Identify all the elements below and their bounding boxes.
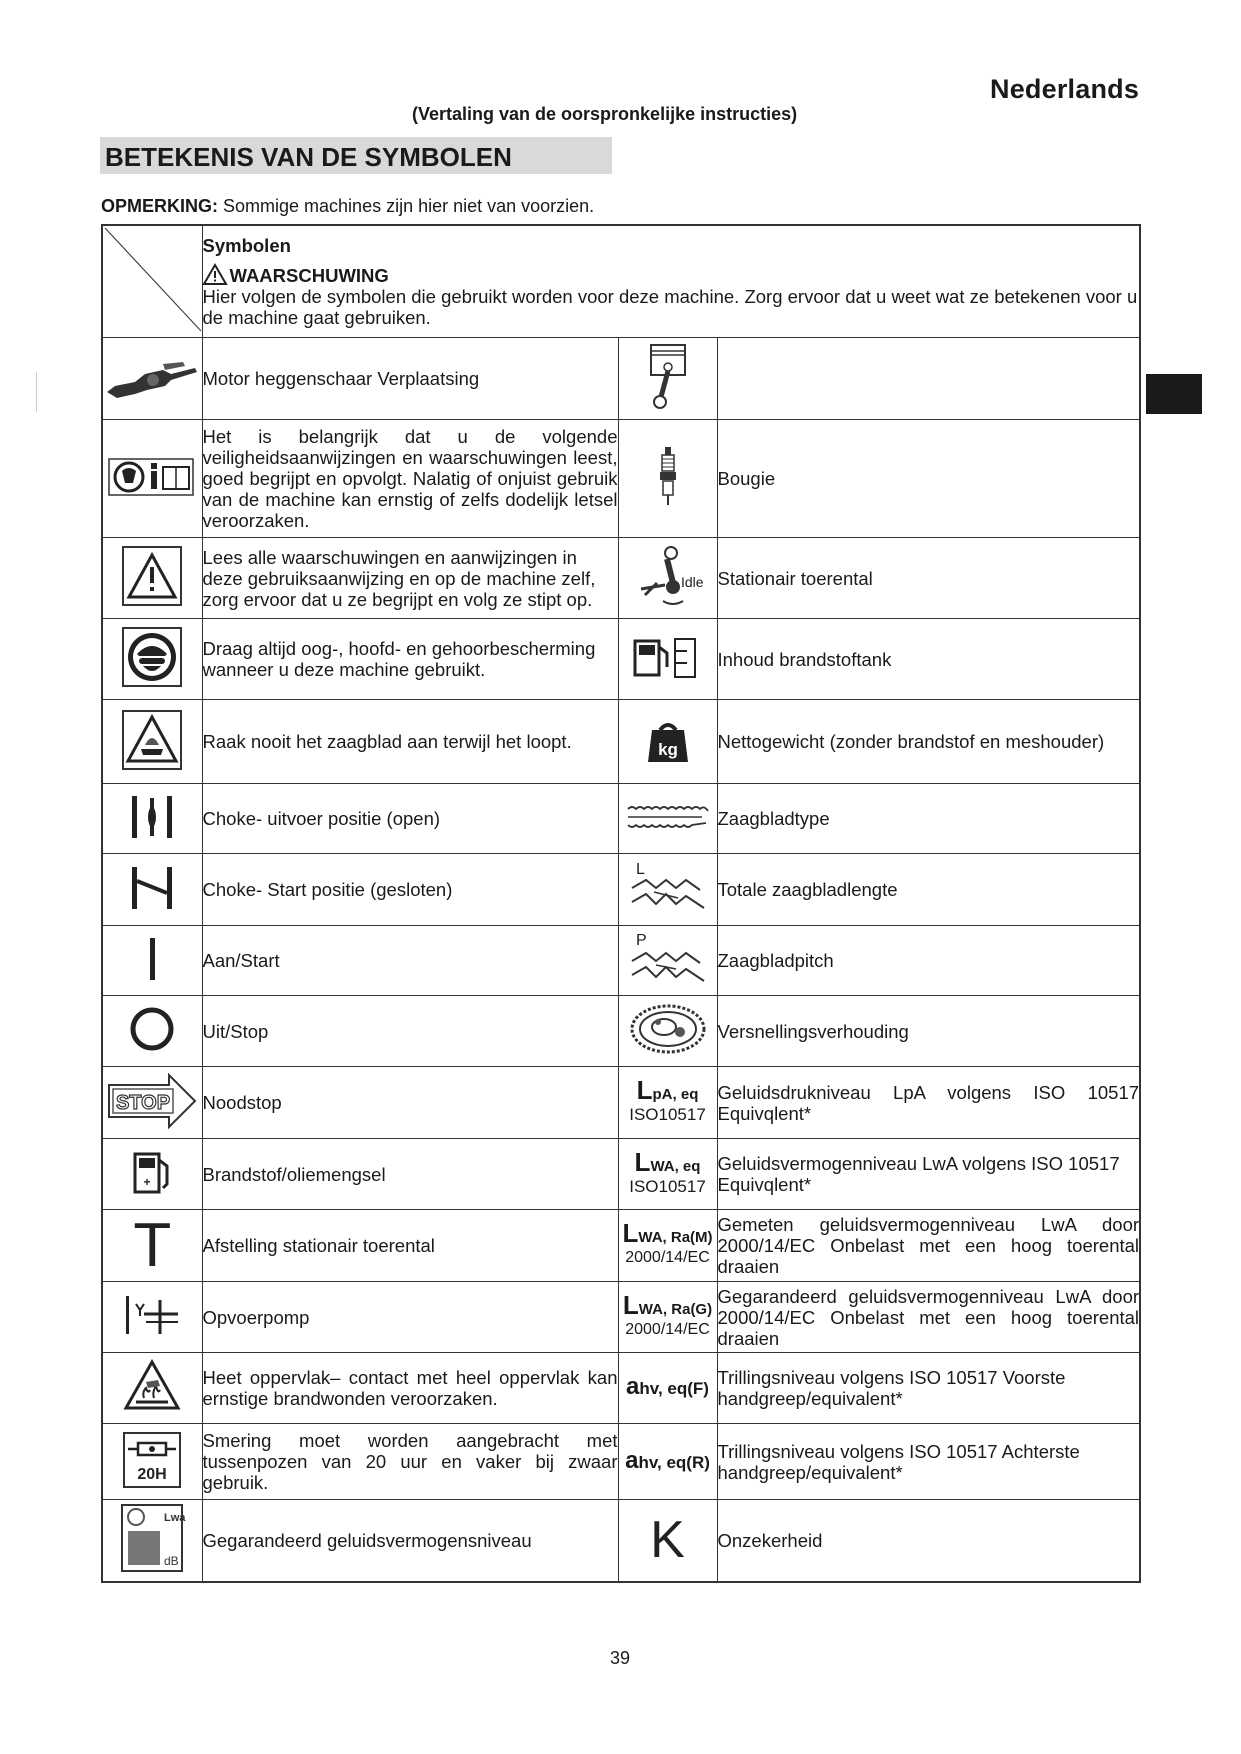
table-row bbox=[102, 926, 1140, 996]
symbol-cell bbox=[102, 538, 202, 619]
description-cell: Heet oppervlak– contact met heel oppervlak kan ernstige brandwonden veroorzaken. bbox=[202, 1353, 618, 1424]
guaranteed-sound-power-code bbox=[622, 1289, 713, 1340]
description-cell: Gegarandeerd geluidsvermogensniveau bbox=[202, 1500, 618, 1582]
table-row bbox=[102, 619, 1140, 700]
description-cell: Geluidsvermogenniveau LwA volgens ISO 10517 Equivqlent* bbox=[717, 1139, 1140, 1210]
table-row bbox=[102, 1139, 1140, 1210]
kg-icon-label: kg bbox=[657, 739, 678, 759]
symbol-cell bbox=[618, 538, 717, 619]
description-cell: Noodstop bbox=[202, 1067, 618, 1139]
measured-sound-power-code bbox=[622, 1218, 713, 1268]
description-cell: Lees alle waarschuwingen en aanwijzingen in deze gebruiksaanwijzing en op de machine zelf, zorg ervoor dat u ze begrijpt en volg ze stipt op. bbox=[202, 538, 618, 619]
description-cell: Trillingsniveau volgens ISO 10517 Achterste handgreep/equivalent* bbox=[717, 1424, 1140, 1500]
description-cell: Draag altijd oog-, hoofd- en gehoorbescherming wanneer u deze machine gebruikt. bbox=[202, 619, 618, 700]
symbol-cell bbox=[618, 1353, 717, 1424]
description-cell: Afstelling stationair toerental bbox=[202, 1210, 618, 1282]
table-row bbox=[102, 1210, 1140, 1282]
warning-heading bbox=[203, 264, 1140, 286]
fuel-tank-capacity-icon bbox=[631, 635, 705, 679]
code-main: L bbox=[636, 1075, 653, 1105]
symbol-cell bbox=[102, 1210, 202, 1282]
code-main: L bbox=[634, 1146, 651, 1177]
margin-line bbox=[36, 372, 37, 412]
table-row bbox=[102, 1282, 1140, 1353]
table-row bbox=[102, 1424, 1140, 1500]
symbol-cell bbox=[102, 784, 202, 854]
symbol-cell bbox=[618, 1500, 717, 1582]
hot-surface-icon bbox=[122, 1358, 182, 1414]
table-row bbox=[102, 784, 1140, 854]
lwa-label: Lwa bbox=[164, 1512, 186, 1525]
idle-adjust-icon: T bbox=[133, 1210, 172, 1280]
symbol-cell bbox=[102, 1067, 202, 1139]
description-cell: Bougie bbox=[717, 420, 1140, 538]
symbol-cell bbox=[102, 1424, 202, 1500]
symbol-cell bbox=[102, 420, 202, 538]
table-row bbox=[102, 1067, 1140, 1139]
blade-length-label: L bbox=[635, 860, 645, 878]
description-cell: Zaagbladtype bbox=[717, 784, 1140, 854]
description-cell: Zaagbladpitch bbox=[717, 926, 1140, 996]
blade-hand-warning-icon bbox=[121, 709, 183, 771]
diagonal-corner-cell bbox=[102, 225, 202, 338]
description-cell: Stationair toerental bbox=[717, 538, 1140, 619]
idle-icon-label: Idle bbox=[680, 574, 704, 590]
symbol-cell bbox=[102, 700, 202, 784]
svg-text:+: + bbox=[143, 1175, 151, 1189]
description-cell: Uit/Stop bbox=[202, 996, 618, 1067]
code-main: a bbox=[626, 1373, 640, 1400]
fuel-oil-mix-icon bbox=[129, 1146, 175, 1198]
symbol-cell bbox=[618, 854, 717, 926]
sound-power-code bbox=[629, 1146, 706, 1197]
table-row bbox=[102, 996, 1140, 1067]
description-cell: Het is belangrijk dat u de volgende veiligheidsaanwijzingen en waarschuwingen leest, goed begrijpt en opvolgt. Nalatig of onjuist gebruik van de machine kan ernstig of zelfs dodelijk letsel veroorzaken. bbox=[202, 420, 618, 538]
symbol-cell bbox=[618, 784, 717, 854]
code-sub: pA, eq bbox=[652, 1086, 699, 1103]
symbol-cell bbox=[102, 854, 202, 926]
vibration-front-code bbox=[626, 1373, 709, 1400]
code-sub: WA, eq bbox=[650, 1157, 701, 1175]
blade-pitch-label: P bbox=[635, 931, 647, 949]
warning-label: WAARSCHUWING bbox=[229, 265, 389, 286]
table-row bbox=[102, 338, 1140, 420]
subtitle: (Vertaling van de oorspronkelijke instructies) bbox=[412, 104, 798, 124]
table-row bbox=[102, 1500, 1140, 1582]
description-cell: Onzekerheid bbox=[717, 1500, 1140, 1582]
code-iso: ISO10517 bbox=[629, 1176, 706, 1196]
code-main: L bbox=[622, 1218, 639, 1248]
description-cell: Smering moet worden aangebracht met tussenpozen van 20 uur en vaker bij zwaar gebruik. bbox=[202, 1424, 618, 1500]
symbol-cell bbox=[102, 926, 202, 996]
symbol-cell bbox=[618, 926, 717, 996]
lubrication-interval-icon bbox=[122, 1431, 182, 1489]
blade-type-icon bbox=[626, 803, 710, 831]
table-row bbox=[102, 1353, 1140, 1424]
section-title: BETEKENIS VAN DE SYMBOLEN bbox=[105, 142, 512, 172]
symbol-cell bbox=[618, 1282, 717, 1353]
code-sub: hv, eq(R) bbox=[638, 1452, 710, 1472]
symbol-cell bbox=[618, 338, 717, 420]
description-cell: Totale zaagbladlengte bbox=[717, 854, 1140, 926]
symbol-cell bbox=[618, 1424, 717, 1500]
language-label: Nederlands bbox=[990, 74, 1140, 104]
code-sub: WA, Ra(G) bbox=[638, 1300, 713, 1318]
section-title-bar bbox=[100, 137, 612, 174]
description-cell: Inhoud brandstoftank bbox=[717, 619, 1140, 700]
symbols-heading: Symbolen bbox=[202, 235, 291, 256]
read-manual-icon bbox=[107, 457, 197, 497]
code-sub: WA, Ra(M) bbox=[638, 1229, 713, 1246]
note-label: OPMERKING: bbox=[101, 196, 218, 216]
emergency-stop-icon bbox=[105, 1071, 199, 1131]
symbol-cell bbox=[618, 619, 717, 700]
table-row bbox=[102, 420, 1140, 538]
description-cell: Trillingsniveau volgens ISO 10517 Voorste handgreep/equivalent* bbox=[717, 1353, 1140, 1424]
chapter-tab-marker bbox=[1146, 374, 1202, 414]
idle-speed-icon bbox=[637, 543, 704, 609]
blade-pitch-icon bbox=[626, 929, 710, 989]
header-description: Hier volgen de symbolen die gebruikt worden voor deze machine. Zorg ervoor dat u weet wat ze betekenen voor u de machine gaat gebruiken. bbox=[202, 286, 1138, 328]
table-row bbox=[102, 700, 1140, 784]
symbol-cell bbox=[102, 1500, 202, 1582]
uncertainty-code: K bbox=[650, 1511, 685, 1570]
diagonal-line-icon bbox=[103, 226, 203, 333]
symbol-cell bbox=[102, 1282, 202, 1353]
choke-open-icon bbox=[126, 792, 178, 842]
description-cell: Opvoerpomp bbox=[202, 1282, 618, 1353]
table-row bbox=[102, 854, 1140, 926]
table-header-cell bbox=[202, 225, 1140, 338]
vibration-rear-code bbox=[625, 1446, 710, 1474]
description-cell: Choke- uitvoer positie (open) bbox=[202, 784, 618, 854]
description-cell: Choke- Start positie (gesloten) bbox=[202, 854, 618, 926]
note-text: Sommige machines zijn hier niet van voorzien. bbox=[223, 196, 595, 216]
description-cell: Versnellingsverhouding bbox=[717, 996, 1140, 1067]
symbol-cell bbox=[102, 996, 202, 1067]
symbol-cell bbox=[618, 996, 717, 1067]
protection-gear-icon bbox=[121, 626, 183, 688]
symbol-cell bbox=[618, 420, 717, 538]
description-cell: Brandstof/oliemengsel bbox=[202, 1139, 618, 1210]
gear-ratio-icon bbox=[628, 1002, 708, 1056]
description-cell: Geluidsdrukniveau LpA volgens ISO 10517 Equivqlent* bbox=[717, 1067, 1140, 1139]
code-main: L bbox=[622, 1289, 639, 1320]
symbol-cell bbox=[102, 619, 202, 700]
warning-triangle-icon bbox=[203, 264, 227, 285]
description-cell: Nettogewicht (zonder brandstof en meshouder) bbox=[717, 700, 1140, 784]
code-main: a bbox=[625, 1446, 639, 1474]
off-stop-icon bbox=[126, 1003, 178, 1055]
note bbox=[101, 196, 594, 217]
piston-displacement-icon bbox=[643, 341, 693, 413]
code-iso: 2000/14/EC bbox=[625, 1249, 710, 1266]
description-cell: Motor heggenschaar Verplaatsing bbox=[202, 338, 618, 420]
on-start-icon bbox=[126, 934, 178, 984]
guaranteed-sound-level-icon bbox=[120, 1503, 184, 1573]
description-cell: Gemeten geluidsvermogenniveau LwA door 2000/14/EC Onbelast met een hoog toerental draaien bbox=[717, 1210, 1140, 1282]
read-warnings-icon bbox=[121, 545, 183, 607]
symbol-cell bbox=[102, 1353, 202, 1424]
choke-closed-icon bbox=[126, 863, 178, 913]
table-row bbox=[102, 538, 1140, 619]
spark-plug-icon bbox=[657, 445, 679, 509]
symbol-cell bbox=[102, 1139, 202, 1210]
table-header-row bbox=[102, 225, 1140, 338]
symbol-cell bbox=[618, 1139, 717, 1210]
net-weight-icon bbox=[646, 716, 690, 764]
description-cell: Aan/Start bbox=[202, 926, 618, 996]
page-number: 39 bbox=[610, 1648, 631, 1668]
symbols-table bbox=[101, 224, 1141, 1583]
symbol-cell bbox=[618, 700, 717, 784]
code-iso: 2000/14/EC bbox=[625, 1320, 710, 1338]
db-label: dB bbox=[164, 1554, 179, 1569]
blade-length-icon bbox=[626, 858, 710, 918]
primer-pump-icon bbox=[122, 1290, 182, 1340]
symbol-cell bbox=[618, 1067, 717, 1139]
symbol-cell bbox=[618, 1210, 717, 1282]
code-iso: ISO10517 bbox=[629, 1105, 706, 1124]
description-cell: Gegarandeerd geluidsvermogenniveau LwA door 2000/14/EC Onbelast met een hoog toerental draaien bbox=[717, 1282, 1140, 1353]
stop-icon-label: STOP bbox=[116, 1091, 171, 1114]
description-cell bbox=[717, 338, 1140, 420]
symbol-cell bbox=[102, 338, 202, 420]
description-cell: Raak nooit het zaagblad aan terwijl het loopt. bbox=[202, 700, 618, 784]
code-sub: hv, eq(F) bbox=[639, 1379, 709, 1398]
lubrication-label: 20H bbox=[137, 1465, 167, 1483]
hedge-trimmer-icon bbox=[105, 352, 199, 402]
sound-pressure-code bbox=[629, 1075, 706, 1125]
